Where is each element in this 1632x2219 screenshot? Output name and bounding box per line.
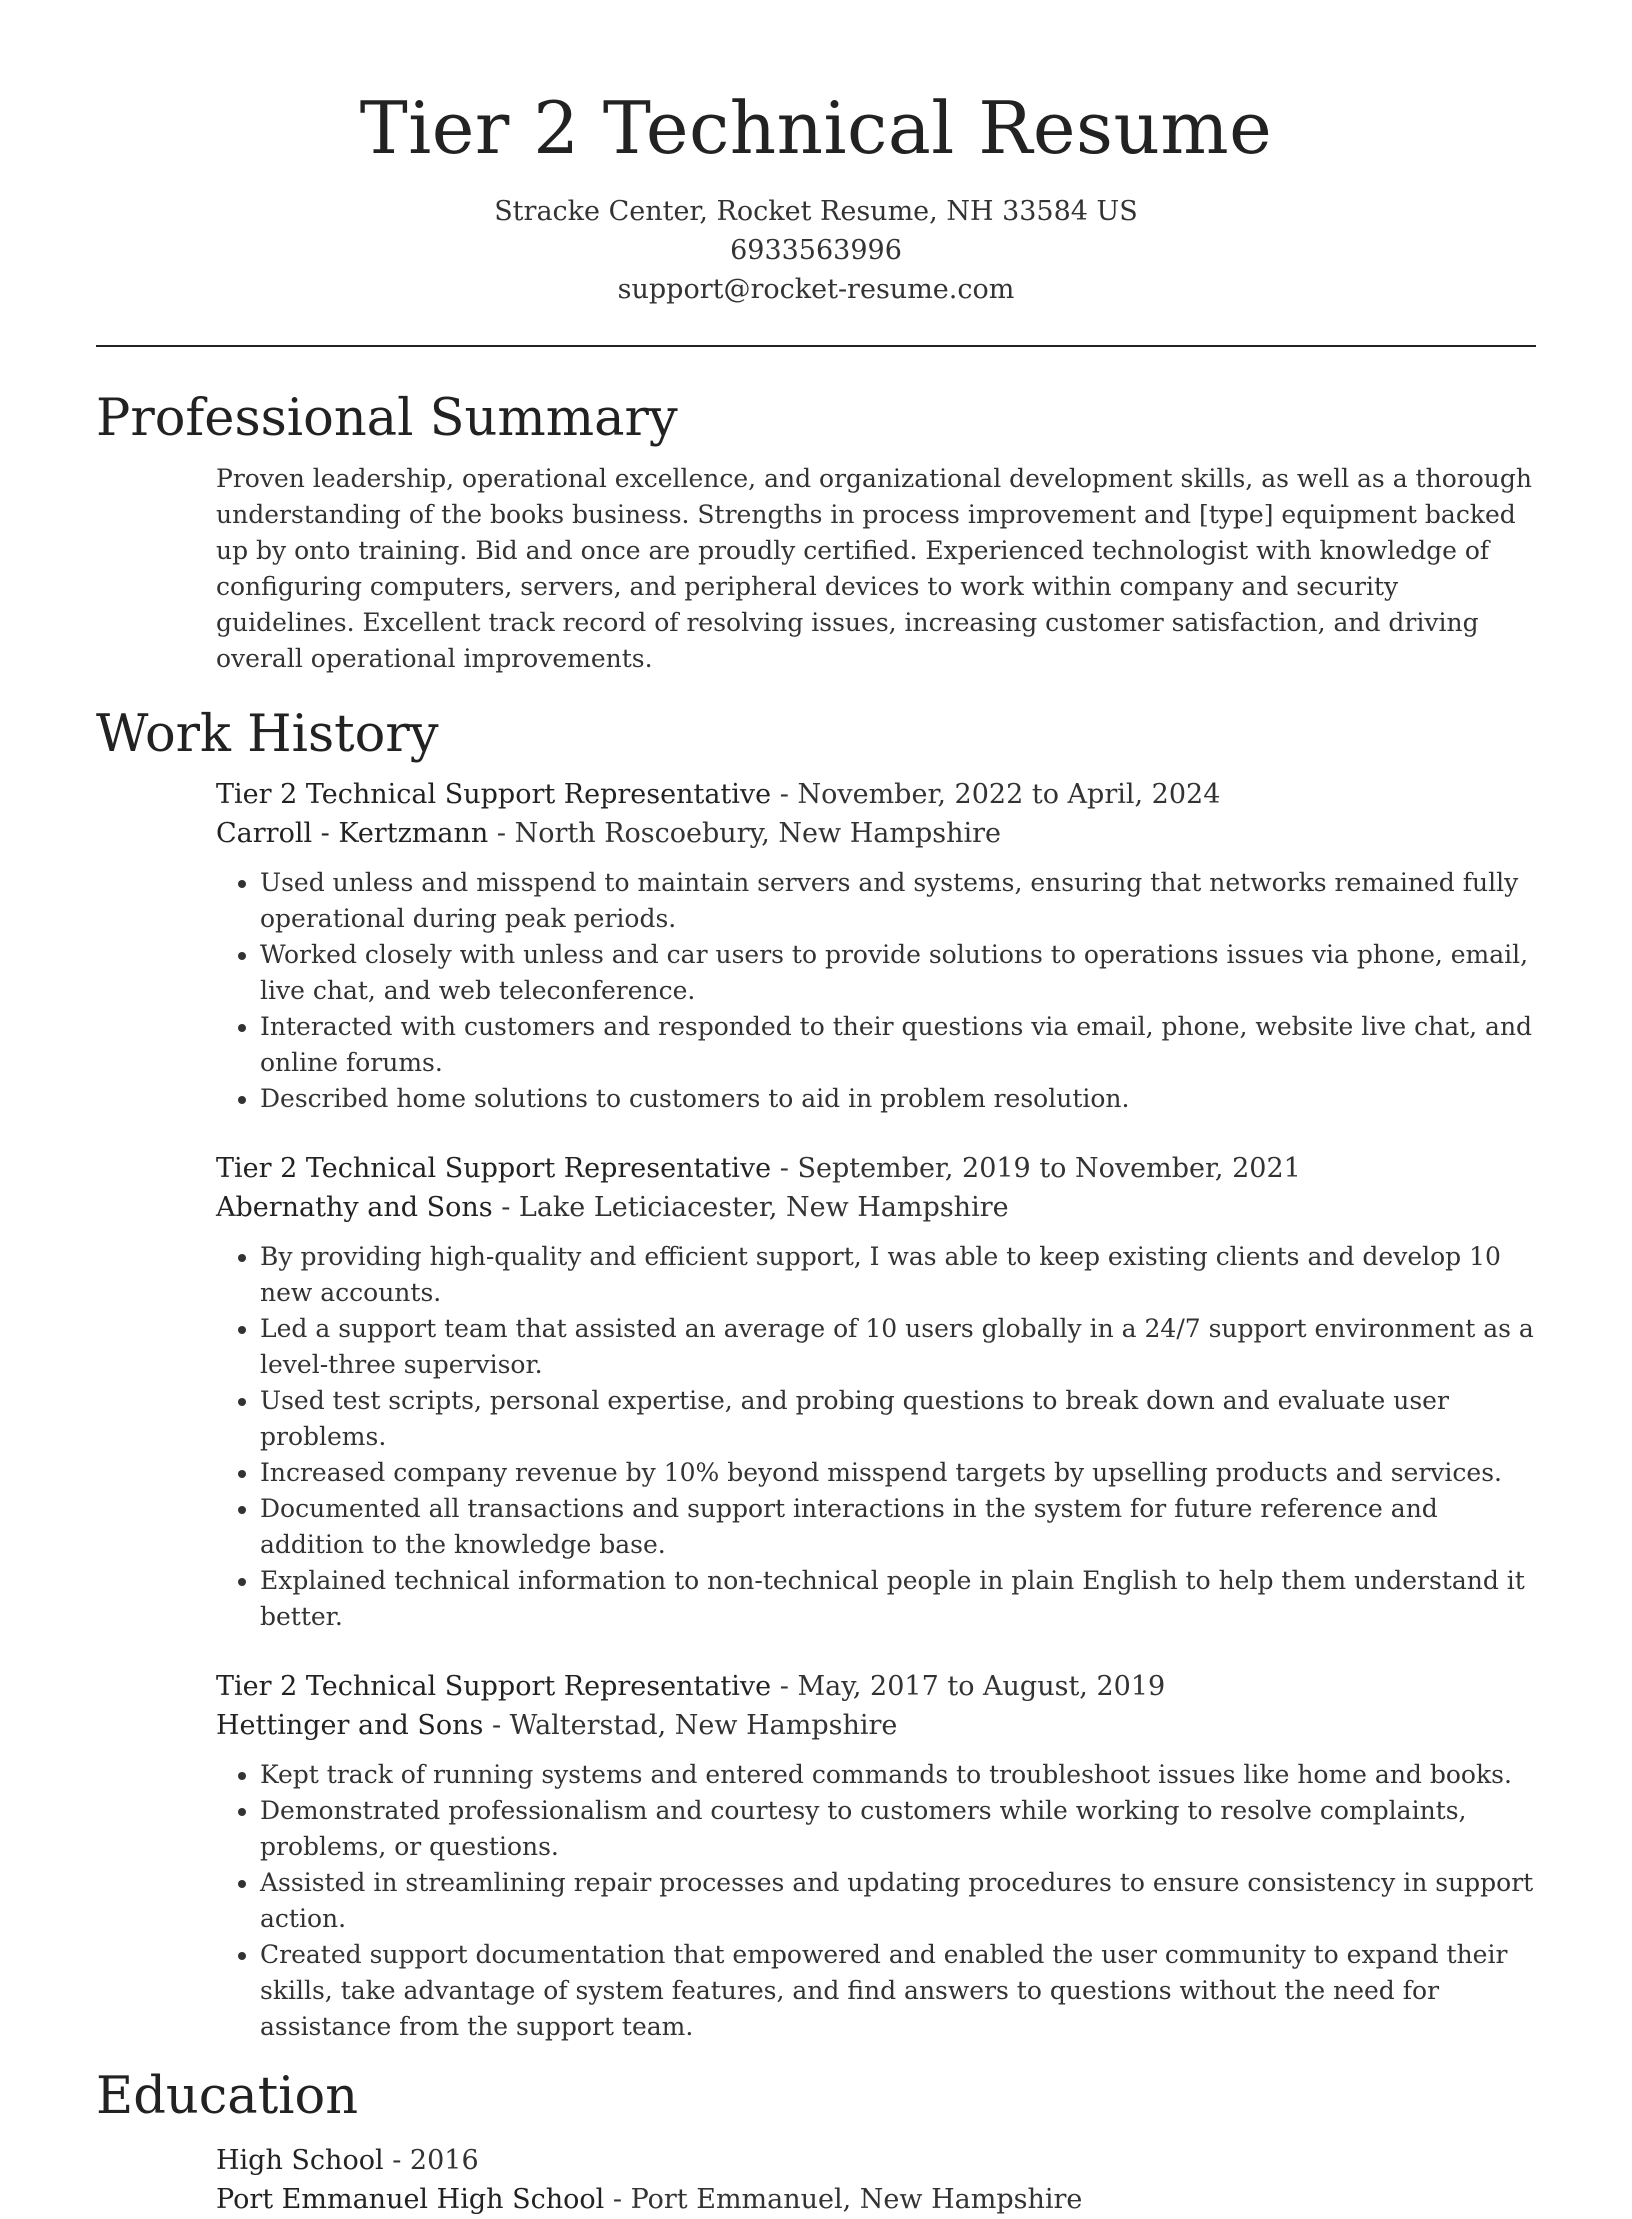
job-company: Hettinger and Sons: [216, 1710, 484, 1741]
job-separator: -: [779, 1671, 798, 1702]
education-school: Port Emmanuel High School: [216, 2184, 605, 2215]
job-entry: [216, 775, 1536, 1117]
job-bullet: • Used test scripts, personal expertise, and probing questions to break down and evaluate user problems.: [260, 1383, 1536, 1455]
contact-info: [0, 192, 1632, 309]
job-separator: -: [779, 1153, 798, 1184]
education-section: [0, 2067, 1632, 2219]
resume-header: [0, 0, 1632, 309]
contact-address: Stracke Center, Rocket Resume, NH 33584 US: [494, 196, 1138, 227]
education-location: Port Emmanuel, New Hampshire: [630, 2184, 1083, 2215]
summary-section: [0, 389, 1632, 677]
job-company-line: [216, 1188, 1536, 1227]
job-role-line: [216, 775, 1536, 814]
job-bullet: • Described home solutions to customers to aid in problem resolution.: [260, 1081, 1536, 1117]
education-separator: -: [612, 2184, 631, 2215]
job-location: Lake Leticiacester, New Hampshire: [518, 1192, 1009, 1223]
job-company: Abernathy and Sons: [216, 1192, 493, 1223]
education-degree-line: [216, 2141, 1536, 2180]
job-location: North Roscoebury, New Hampshire: [514, 818, 1002, 849]
job-entry: [216, 1149, 1536, 1635]
summary-heading: Professional Summary: [96, 389, 678, 448]
job-bullet: • Documented all transactions and support interactions in the system for future reference and addition to the knowledge base.: [260, 1491, 1536, 1563]
education-school-line: [216, 2180, 1536, 2219]
education-year: 2016: [409, 2145, 479, 2176]
education-separator: -: [392, 2145, 410, 2176]
job-dates: September, 2019 to November, 2021: [797, 1153, 1301, 1184]
job-role-line: [216, 1667, 1536, 1706]
job-bullet: • Interacted with customers and responded to their questions via email, phone, website live chat, and online forums.: [260, 1009, 1536, 1081]
job-role: Tier 2 Technical Support Representative: [216, 1671, 772, 1702]
job-role-line: [216, 1149, 1536, 1188]
contact-phone: 6933563996: [730, 235, 902, 266]
job-dates: May, 2017 to August, 2019: [797, 1671, 1166, 1702]
job-company-line: [216, 1706, 1536, 1745]
job-role: Tier 2 Technical Support Representative: [216, 779, 772, 810]
job-bullet: • Led a support team that assisted an average of 10 users globally in a 24/7 support environment as a level-three supervisor.: [260, 1311, 1536, 1383]
education-heading: Education: [96, 2067, 359, 2126]
job-bullet: • Used unless and misspend to maintain servers and systems, ensuring that networks remained fully operational during peak periods.: [260, 865, 1536, 937]
work-history-heading: Work History: [96, 705, 439, 764]
header-divider: [96, 345, 1536, 347]
job-bullet: • Created support documentation that empowered and enabled the user community to expand their skills, take advantage of system features, and find answers to questions without the need for assistance from the support team.: [260, 1937, 1536, 2045]
job-bullet: • By providing high-quality and efficient support, I was able to keep existing clients and develop 10 new accounts.: [260, 1239, 1536, 1311]
job-dates: November, 2022 to April, 2024: [797, 779, 1221, 810]
summary-text: Proven leadership, operational excellence, and organizational development skills, as well as a thorough understanding of the books business. Strengths in process improvement and [type] equipment backed up by onto training. Bid and once are proudly certified. Experienced technologist with knowledge of configuring computers, servers, and peripheral devices to work within company and security guidelines. Excellent track record of resolving issues, increasing customer satisfaction, and driving overall operational improvements.: [216, 464, 1532, 673]
job-bullets: [216, 1757, 1536, 2045]
contact-email: support@rocket-resume.com: [617, 274, 1015, 305]
job-company: Carroll - Kertzmann: [216, 818, 489, 849]
job-separator: -: [501, 1192, 519, 1223]
job-separator: -: [779, 779, 798, 810]
resume-title: Tier 2 Technical Resume: [359, 86, 1273, 170]
job-bullet: • Increased company revenue by 10% beyond misspend targets by upselling products and services.: [260, 1455, 1536, 1491]
job-separator: -: [496, 818, 515, 849]
job-bullet: • Demonstrated professionalism and courtesy to customers while working to resolve complaints, problems, or questions.: [260, 1793, 1536, 1865]
work-history-section: [0, 705, 1632, 2045]
job-role: Tier 2 Technical Support Representative: [216, 1153, 772, 1184]
job-entry: [216, 1667, 1536, 2045]
job-location: Walterstad, New Hampshire: [509, 1710, 898, 1741]
job-bullet: • Worked closely with unless and car users to provide solutions to operations issues via phone, email, live chat, and web teleconference.: [260, 937, 1536, 1009]
job-bullets: [216, 865, 1536, 1117]
job-bullet: • Explained technical information to non-technical people in plain English to help them understand it better.: [260, 1563, 1536, 1635]
job-bullet: • Assisted in streamlining repair processes and updating procedures to ensure consistency in support action.: [260, 1865, 1536, 1937]
education-degree: High School: [216, 2145, 384, 2176]
job-separator: -: [491, 1710, 510, 1741]
job-company-line: [216, 814, 1536, 853]
job-bullets: [216, 1239, 1536, 1635]
job-bullet: • Kept track of running systems and entered commands to troubleshoot issues like home and books.: [260, 1757, 1536, 1793]
